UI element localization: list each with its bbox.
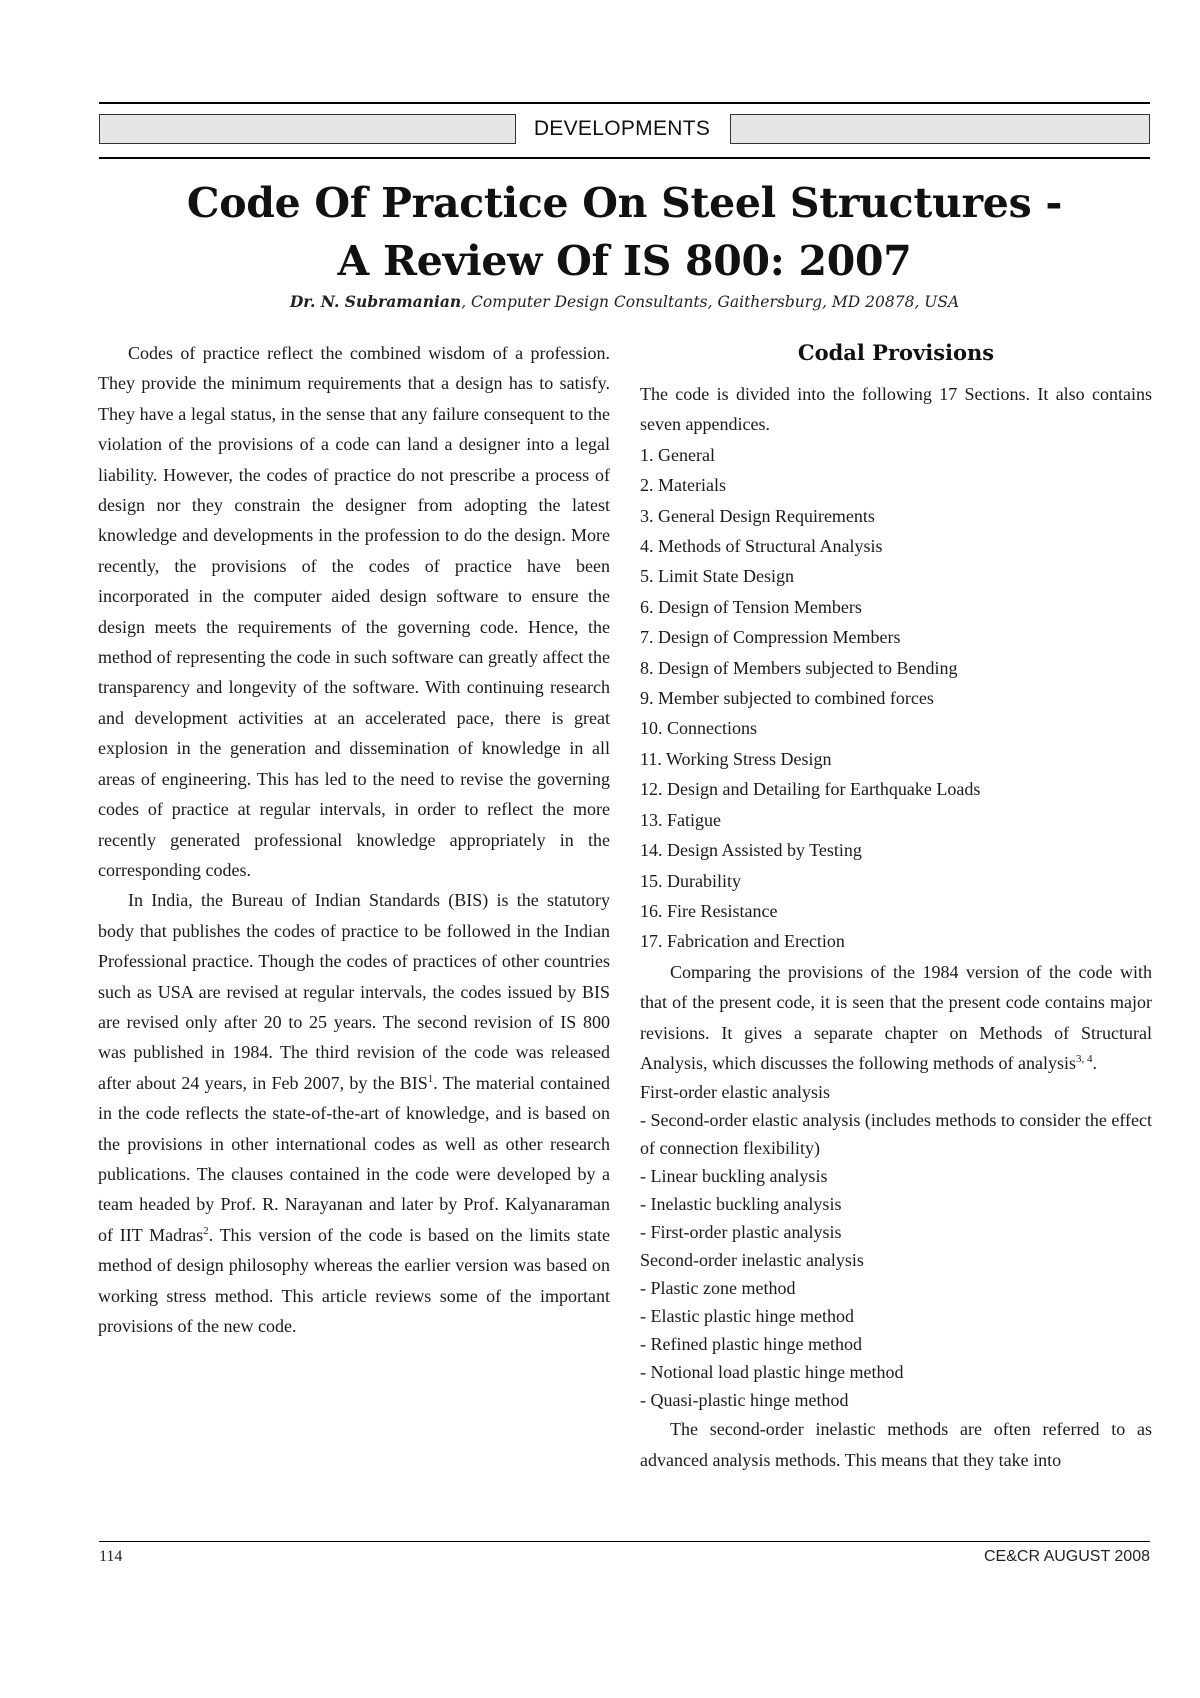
header-bottom-rule — [99, 157, 1150, 159]
section-item: 5. Limit State Design — [640, 566, 794, 587]
section-item: 6. Design of Tension Members — [640, 596, 862, 617]
section-label: DEVELOPMENTS — [533, 117, 711, 140]
comparison-text: Comparing the provisions of the 1984 version of the code with that of the present code, it is seen that the present code contains major revisions. It gives a separate chapter on Methods of Structural Analysis, which discusses the following methods of analysis — [640, 961, 1152, 1073]
method-item: - Linear buckling analysis — [640, 1166, 828, 1187]
section-item: 15. Durability — [640, 870, 741, 891]
section-item: 7. Design of Compression Members — [640, 627, 901, 648]
header-top-rule — [99, 102, 1150, 104]
left-column — [98, 338, 610, 1341]
section-item: 13. Fatigue — [640, 809, 721, 830]
section-item: 4. Methods of Structural Analysis — [640, 536, 883, 557]
section-item: 9. Member subjected to combined forces — [640, 688, 934, 709]
methods-list — [640, 1078, 1152, 1414]
bis-paragraph-part-1: In India, the Bureau of Indian Standards (BIS) is the statutory body that publishes the codes of practice to be followed in the Indian Professional practice. Though the codes of practices of other countries such as USA are revised at regular intervals, the codes issued by BIS are revised only after 20 to 25 years. The second revision of IS 800 was published in 1984. The third revision of the code was released after about 24 years, in Feb 2007, by the BIS — [98, 890, 610, 1093]
method-item: - Plastic zone method — [640, 1278, 796, 1299]
section-item: 3. General Design Requirements — [640, 505, 875, 526]
bis-paragraph-part-2: . The material contained in the code reflects the state-of-the-art of knowledge, and is based on the provisions in other international codes as well as other research publications. The clauses contained in the code were developed by a team headed by Prof. R. Narayanan and later by Prof. Kalyanaraman of IIT Madras — [98, 1072, 610, 1245]
section-item: 14. Design Assisted by Testing — [640, 840, 862, 861]
section-item: 2. Materials — [640, 475, 726, 496]
section-item: 8. Design of Members subjected to Bending — [640, 657, 958, 678]
method-item: - Notional load plastic hinge method — [640, 1362, 904, 1383]
comparison-paragraph — [640, 957, 1152, 1079]
method-item: - Quasi-plastic hinge method — [640, 1390, 849, 1411]
comparison-end: . — [1092, 1052, 1097, 1073]
method-item: - Refined plastic hinge method — [640, 1334, 862, 1355]
citation-3-4: 3, 4 — [1075, 1052, 1093, 1065]
section-item: 10. Connections — [640, 718, 757, 739]
section-item: 16. Fire Resistance — [640, 900, 778, 921]
method-item: - First-order plastic analysis — [640, 1222, 842, 1243]
citation-2: 2 — [203, 1224, 209, 1237]
right-column — [640, 336, 1152, 1475]
article-title-line-2: A Review Of IS 800: 2007 — [337, 237, 912, 285]
header-bar-right — [730, 114, 1150, 144]
sections-list — [640, 440, 1152, 957]
method-item: Second-order inelastic analysis — [640, 1250, 864, 1271]
method-item: - Elastic plastic hinge method — [640, 1306, 854, 1327]
bis-paragraph — [98, 885, 610, 1341]
section-item: 11. Working Stress Design — [640, 748, 832, 769]
bis-paragraph-part-3: . This version of the code is based on the limits state method of design philosophy whereas the earlier version was based on working stress method. This article reviews some of the important provisions of the new code. — [98, 1224, 610, 1336]
header-bar-left — [99, 114, 516, 144]
section-item: 12. Design and Detailing for Earthquake Loads — [640, 779, 981, 800]
intro-paragraph: Codes of practice reflect the combined wisdom of a profession. They provide the minimum requirements that a design has to satisfy. They have a legal status, in the sense that any failure consequent to the violation of the provisions of a code can land a designer into a legal liability. However, the codes of practice do not prescribe a process of design nor they constrain the designer from adopting the latest knowledge and developments in the profession to do the design. More recently, the provisions of the codes of practice have been incorporated in the computer aided design software to ensure the design meets the requirements of the governing code. Hence, the method of representing the code in such software can greatly affect the transparency and longevity of the software. With continuing research and development activities at an accelerated pace, there is great explosion in the generation and dissemination of knowledge in all areas of engineering. This has led to the need to revise the governing codes of practice at regular intervals, in order to reflect the more recently generated professional knowledge appropriately in the corresponding codes. — [98, 343, 610, 880]
codal-provisions-heading: Codal Provisions — [797, 340, 995, 365]
method-item: - Inelastic buckling analysis — [640, 1194, 842, 1215]
closing-paragraph: The second-order inelastic methods are often referred to as advanced analysis methods. This means that they take into — [640, 1419, 1152, 1470]
sections-intro: The code is divided into the following 17 Sections. It also contains seven appendices. — [640, 384, 1152, 435]
section-item: 17. Fabrication and Erection — [640, 931, 845, 952]
footer-rule — [99, 1541, 1150, 1542]
journal-issue: CE&CR AUGUST 2008 — [984, 1548, 1150, 1565]
article-title-line-1: Code Of Practice On Steel Structures - — [186, 179, 1063, 227]
citation-1: 1 — [427, 1072, 434, 1085]
author-affiliation: , Computer Design Consultants, Gaithersburg, MD 20878, USA — [461, 293, 960, 311]
section-item: 1. General — [640, 444, 715, 465]
author-name: Dr. N. Subramanian — [289, 292, 462, 311]
byline — [99, 292, 1150, 311]
method-item: - Second-order elastic analysis (includes methods to consider the effect of connection flexibility) — [640, 1110, 1152, 1159]
page-number: 114 — [99, 1548, 123, 1565]
method-item: First-order elastic analysis — [640, 1082, 830, 1103]
